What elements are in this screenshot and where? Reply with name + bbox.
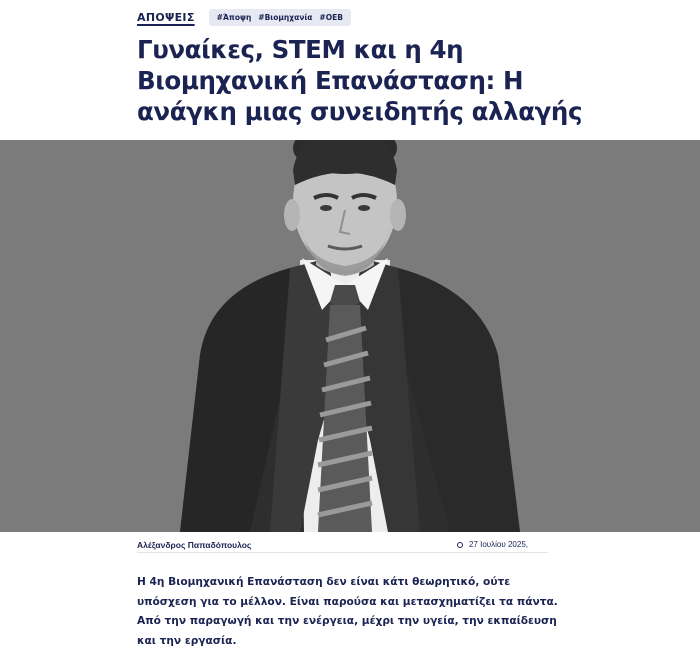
portrait-illustration [0,140,700,532]
byline [137,534,548,553]
tag-link[interactable]: #ΟΕΒ [319,12,343,22]
article-title: Γυναίκες, STEM και η 4η Βιομηχανική Επανάσταση: Η ανάγκη μιας συνειδητής αλλαγής [137,35,583,126]
date-text: 27 Ιουλίου 2025, [468,540,528,549]
tag-link[interactable]: #Βιομηχανία [258,12,313,22]
category-link[interactable]: ΑΠΟΨΕΙΣ [137,10,195,24]
article-lead: Η 4η Βιομηχανική Επανάσταση δεν είναι κάτι θεωρητικό, ούτε υπόσχεση για το μέλλον. Είναι παρούσα και μετασχηματίζει τα πάντα. Από την παραγωγή και την ενέργεια, μέχρι την υγεία, την εκπαίδευση και την εργασία. [137,576,558,647]
author-name[interactable]: Αλέξανδρος Παπαδόπουλος [137,540,252,550]
tag-link[interactable]: #Άποψη [216,12,252,22]
publish-date [457,540,528,549]
clock-icon [457,542,463,548]
category-row [137,7,351,27]
article-photo [0,140,700,532]
tag-list [209,9,351,26]
